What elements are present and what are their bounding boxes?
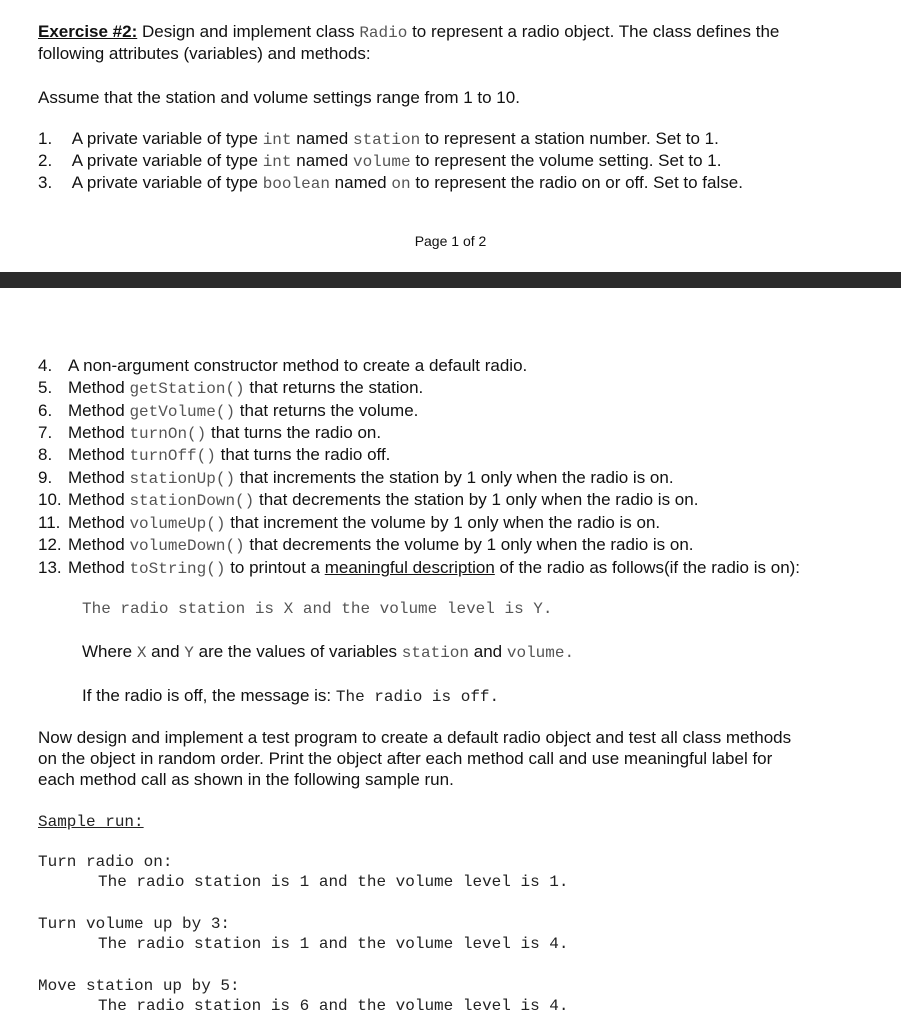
assume-text: Assume that the station and volume settings range from 1 to 10. bbox=[38, 88, 520, 107]
attribute-item: 2. A private variable of type int named volume to represent the volume setting. Set to 1. bbox=[38, 151, 722, 171]
exercise-title: Exercise #2: bbox=[38, 22, 138, 41]
sample-label: Turn volume up by 3: bbox=[38, 915, 231, 933]
intro-line-2: following attributes (variables) and methods: bbox=[38, 44, 371, 63]
method-item: 12. Method volumeDown() that decrements the volume by 1 only when the radio is on. bbox=[38, 535, 694, 555]
method-item: 10. Method stationDown() that decrements the station by 1 only when the radio is on. bbox=[38, 490, 699, 510]
sample-run-label: Sample run: bbox=[38, 813, 144, 831]
off-message: If the radio is off, the message is: The radio is off. bbox=[82, 686, 500, 706]
page-divider bbox=[0, 272, 901, 288]
attribute-item: 3. A private variable of type boolean named on to represent the radio on or off. Set to false. bbox=[38, 173, 743, 193]
sample-label: Move station up by 5: bbox=[38, 977, 240, 995]
method-item: 6. Method getVolume() that returns the volume. bbox=[38, 401, 419, 421]
test-paragraph-line: Now design and implement a test program to create a default radio object and test all class methods bbox=[38, 728, 792, 747]
class-name-code: Radio bbox=[359, 24, 408, 42]
method-item: 7. Method turnOn() that turns the radio on. bbox=[38, 423, 382, 443]
sample-output: The radio station is 6 and the volume level is 4. bbox=[98, 997, 569, 1015]
page-footer: Page 1 of 2 bbox=[414, 233, 487, 249]
test-paragraph-line: each method call as shown in the following sample run. bbox=[38, 770, 454, 789]
sample-output: The radio station is 1 and the volume level is 1. bbox=[98, 873, 569, 891]
method-item: 8. Method turnOff() that turns the radio off. bbox=[38, 445, 391, 465]
meaningful-description-link: meaningful description bbox=[324, 558, 495, 577]
sample-label: Turn radio on: bbox=[38, 853, 173, 871]
where-text: Where X and Y are the values of variables station and volume. bbox=[82, 642, 575, 662]
example-output: The radio station is X and the volume level is Y. bbox=[82, 600, 553, 618]
list-item: 4. A non-argument constructor method to create a default radio. bbox=[38, 356, 528, 375]
method-item: 5. Method getStation() that returns the station. bbox=[38, 378, 424, 398]
test-paragraph-line: on the object in random order. Print the object after each method call and use meaningful label for bbox=[38, 749, 773, 768]
method-item: 13. Method toString() to printout a meaningful description of the radio as follows(if the radio is on): bbox=[38, 558, 801, 578]
method-item: 9. Method stationUp() that increments the station by 1 only when the radio is on. bbox=[38, 468, 674, 488]
exercise-heading: Exercise #2: Design and implement class Radio to represent a radio object. The class defines the bbox=[38, 22, 780, 42]
sample-output: The radio station is 1 and the volume level is 4. bbox=[98, 935, 569, 953]
attribute-item: 1. A private variable of type int named station to represent a station number. Set to 1. bbox=[38, 129, 719, 149]
method-item: 11. Method volumeUp() that increment the volume by 1 only when the radio is on. bbox=[38, 513, 661, 533]
